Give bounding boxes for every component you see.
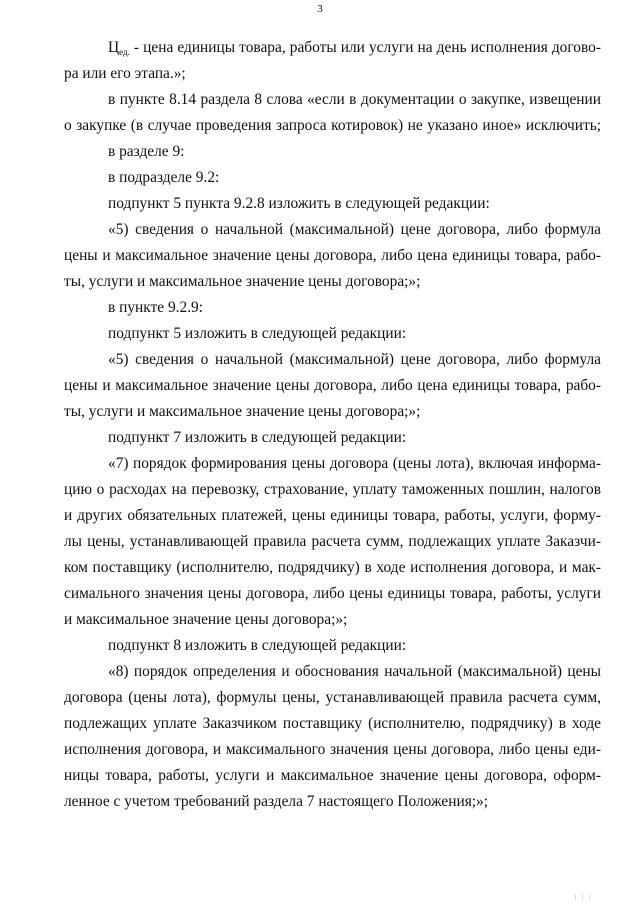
text-line: «5) сведения о начальной (максимальной) цене договора, либо формула <box>108 351 601 368</box>
text-line: подпункт 5 изложить в следующей редакции: <box>108 325 407 342</box>
text-line: цены и максимальное значение цены договора, либо цена единицы товара, рабо- <box>64 247 601 264</box>
text-line: подлежащих уплате Заказчиком поставщику (исполнителю, подрядчику) в ходе <box>64 715 601 732</box>
text-line: ком поставщику (исполнителю, подрядчику) в ходе исполнения договора, и мак- <box>64 559 601 576</box>
text-line: цию о расходах на перевозку, страхование, уплату таможенных пошлин, налогов <box>64 481 601 498</box>
text-line: ленное с учетом требований раздела 7 настоящего Положения;»; <box>64 793 489 810</box>
text-line: ты, услуги и максимальное значение цены договора;»; <box>64 403 421 420</box>
formula-symbol: $Ц_{ед.}$ <box>108 39 130 57</box>
text-line: «5) сведения о начальной (максимальной) цене договора, либо формула <box>108 221 601 238</box>
text-line: в пункте 9.2.9: <box>108 299 204 316</box>
text-line: о закупке (в случае проведения запроса котировок) не указано иное» исключить; <box>64 117 601 134</box>
text-line: подпункт 5 пункта 9.2.8 изложить в следующей редакции: <box>108 195 490 212</box>
text-line: «8) порядок определения и обоснования начальной (максимальной) цены <box>108 663 601 680</box>
text-line: исполнения договора, и максимального значения цены договора, либо цены еди- <box>64 741 601 758</box>
text-line: цены и максимальное значение цены договора, либо цена единицы товара, рабо- <box>64 377 601 394</box>
text-line: и других обязательных платежей, цены единицы товара, работы, услуги, форму- <box>64 507 601 524</box>
text-line: и максимальное значение цены договора;»; <box>64 611 348 628</box>
scan-mark: | | | <box>575 893 593 901</box>
page-number: 3 <box>317 3 323 15</box>
text-line: подпункт 7 изложить в следующей редакции: <box>108 429 407 446</box>
text-line: в подразделе 9.2: <box>108 169 220 186</box>
text-line: договора (цены лота), формулы цены, устанавливающей правила расчета сумм, <box>64 689 601 706</box>
text-line: в разделе 9: <box>108 143 185 160</box>
text-line: «7) порядок формирования цены договора (цены лота), включая информа- <box>108 455 601 472</box>
text-line: симального значения цены договора, либо цены единицы товара, работы, услуги <box>64 585 601 602</box>
text-line: лы цены, устанавливающей правила расчета сумм, подлежащих уплате Заказчи- <box>64 533 601 550</box>
text-line-formula <box>108 38 601 58</box>
text-line: в пункте 8.14 раздела 8 слова «если в документации о закупке, извещении <box>108 91 601 108</box>
text-line: ты, услуги и максимальное значение цены договора;»; <box>64 273 421 290</box>
formula-definition: - цена единицы товара, работы или услуги на день исполнения догово- <box>129 39 601 56</box>
text-line: ницы товара, работы, услуги и максимальное значение цены договора, оформ- <box>64 767 601 784</box>
text-line: подпункт 8 изложить в следующей редакции: <box>108 637 407 654</box>
text-line: ра или его этапа.»; <box>64 65 186 82</box>
